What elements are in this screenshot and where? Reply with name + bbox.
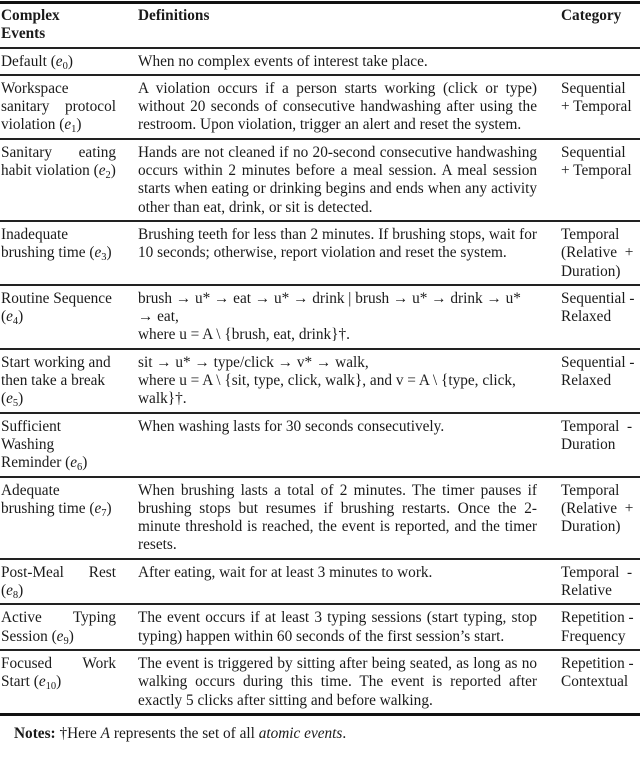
table-header [0,4,640,49]
event-category: Sequential + Temporal [561,79,632,116]
event-name: Adequate brushing time $(e_7)$ [1,481,112,519]
event-name: Inadequate brushing time $(e_3)$ [1,225,112,264]
event-category: Sequential + Temporal [561,143,632,180]
event-category: Repetition - Frequency [561,609,634,645]
table-row [0,222,640,286]
event-name: Routine Sequence $(e_4)$ [1,289,112,328]
notes-variable: A [100,724,111,742]
event-definition: A violation occurs if a person starts working (click or type) without 20 seconds of consecutive handwashing after using the restroom. Upon violation, trigger an alert and reset the system. [138,79,537,134]
definition-where-clause: where u = A \ {brush, eat, drink}†. [138,326,350,344]
event-name: Default $(e_0)$ [1,52,73,72]
event-category: Temporal (Relative + Duration) [561,481,634,536]
table-row [0,478,640,560]
event-definition [124,354,537,409]
event-definition: Brushing teeth for less than 2 minutes. If brushing stops, wait for 10 seconds; otherwise, report violation and reset the system. [138,225,537,262]
definition-sequence: brush → u* → eat → u* → drink | brush → u* → drink → u* → eat, [138,289,521,326]
table-row [0,49,640,76]
table-notes [14,725,640,743]
header-category: Category [561,7,622,24]
event-name: Workspace sanitary protocol violation $(e_1)$ [1,79,116,136]
event-category: Temporal (Relative + Duration) [561,225,634,280]
event-category: Sequential - Relaxed [561,353,635,390]
event-category: Temporal - Duration [561,417,633,453]
event-definition: The event is triggered by sitting after being seated, as long as no walking occurs during this time. The event is reported after exactly 5 clicks after sitting and before walking. [138,654,537,709]
table-row [0,414,640,478]
event-definition: When brushing lasts a total of 2 minutes. The timer pauses if brushing stops but resumes if brushing restarts. Once the 2-minute threshold is reached, the event is reported, and the timer resets. [138,481,537,554]
event-name: Sanitary eating habit violation $(e_2)$ [1,143,116,182]
table-row [0,76,640,140]
notes-text: Here [67,724,101,742]
table-row [0,140,640,222]
event-category: Repetition - Contextual [561,654,634,691]
header-complex-events: Complex Events [1,7,60,43]
table-row [0,605,640,651]
event-name: Sufficient Washing Reminder $(e_6)$ [1,417,88,474]
event-definition [124,290,537,345]
table-row [0,350,640,414]
notes-label: Notes: [14,724,56,742]
event-name: Post-Meal Rest $(e_8)$ [1,563,116,602]
definition-where-clause: where u = A \ {sit, type, click, walk}, and v = A \ {type, click, walk}†. [138,372,516,408]
notes-text: represents the set of all [110,724,259,742]
event-category: Sequential - Relaxed [561,289,635,326]
table-row [0,286,640,350]
event-definition: The event occurs if at least 3 typing sessions (start typing, stop typing) happen within 60 seconds of the first session’s start. [138,609,537,645]
event-definition: When washing lasts for 30 seconds consecutively. [138,417,445,435]
event-name: Start working and then take a break $(e_5)$ [1,353,111,410]
event-category: Temporal - Relative [561,563,633,600]
event-name: Focused Work Start $(e_{10})$ [1,654,116,693]
complex-events-table [0,1,640,716]
event-definition: Hands are not cleaned if no 20-second consecutive handwashing occurs within 2 minutes before a meal session. A meal session starts when eating or drinking begins and ends when any activity other than eat, drink, or sit is detected. [138,143,537,216]
event-name: Active Typing Session $(e_9)$ [1,609,116,647]
table-row [0,651,640,713]
notes-text: . [342,724,347,742]
table-row [0,560,640,606]
header-definitions: Definitions [138,7,210,24]
event-definition: When no complex events of interest take place. [138,52,428,70]
dagger-mark: † [59,724,68,742]
event-definition: After eating, wait for at least 3 minutes to work. [138,563,433,581]
notes-emphasis: atomic events [258,724,343,742]
definition-sequence: sit → u* → type/click → v* → walk, [138,353,369,371]
